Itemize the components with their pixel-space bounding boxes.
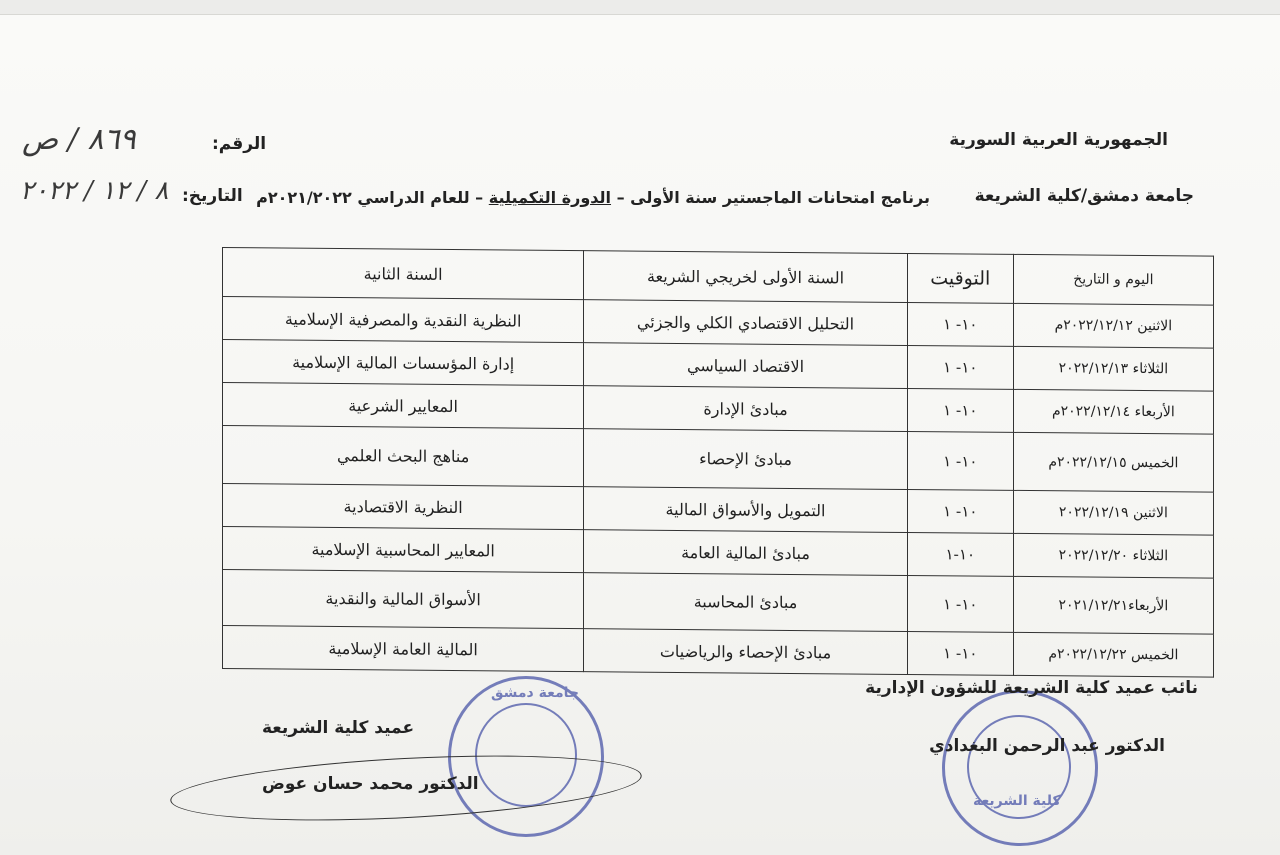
cell-first-year: مبادئ الإحصاء والرياضيات [584,629,908,675]
document-title [256,188,930,207]
cell-first-year: مبادئ المالية العامة [584,530,908,576]
cell-day: الخميس ٢٠٢٢/١٢/٢٢م [1013,632,1213,677]
table-header-row [223,248,1214,306]
cell-first-year: التمويل والأسواق المالية [584,487,908,533]
cell-day: الثلاثاء ٢٠٢٢/١٢/٢٠ [1013,533,1213,578]
exam-schedule-table [222,247,1214,678]
cell-day: الاثنين ٢٠٢٢/١٢/١٢م [1013,303,1213,348]
cell-time: ١٠- ١ [907,431,1013,490]
cell-first-year: الاقتصاد السياسي [584,343,908,389]
date-label: التاريخ: [182,186,243,206]
header-day: اليوم و التاريخ [1013,254,1213,305]
dean-title: عميد كلية الشريعة [262,718,415,738]
faculty-stamp-right [942,690,1098,846]
cell-second-year: المالية العامة الإسلامية [223,626,584,672]
deputy-dean-title: نائب عميد كلية الشريعة للشؤون الإدارية [865,678,1198,698]
page-top-edge [0,0,1280,15]
cell-first-year: التحليل الاقتصادي الكلي والجزئي [584,300,908,346]
title-part2: – للعام الدراسي ٢٠٢١/٢٠٢٢م [256,188,484,207]
cell-time: ١٠- ١ [907,388,1013,432]
cell-day: الخميس ٢٠٢٢/١٢/١٥م [1013,432,1213,492]
cell-second-year: الأسواق المالية والنقدية [223,570,584,629]
faculty-stamp-right-text: كلية الشريعة [973,793,1061,809]
cell-time: ١٠- ١ [907,302,1013,346]
cell-time: ١٠- ١ [907,575,1013,632]
header-first-year: السنة الأولى لخريجي الشريعة [584,251,908,303]
cell-time: ١٠- ١ [907,631,1013,675]
cell-second-year: النظرية الاقتصادية [223,484,584,530]
header-second-year: السنة الثانية [223,248,584,300]
dean-name: الدكتور محمد حسان عوض [262,774,479,794]
cell-second-year: مناهج البحث العلمي [223,426,584,487]
cell-first-year: مبادئ الإحصاء [584,429,908,490]
table-row [223,426,1214,493]
faculty-stamp-left-text: جامعة دمشق [491,685,579,701]
table-row [223,626,1214,678]
cell-first-year: مبادئ الإدارة [584,386,908,432]
date-value: ٨ / ١٢ / ٢٠٢٢ [20,176,169,206]
cell-day: الاثنين ٢٠٢٢/١٢/١٩ [1013,490,1213,535]
cell-day: الأربعاء ٢٠٢٢/١٢/١٤م [1013,389,1213,434]
cell-second-year: إدارة المؤسسات المالية الإسلامية [223,340,584,386]
cell-second-year: النظرية النقدية والمصرفية الإسلامية [223,297,584,343]
number-label: الرقم: [212,134,267,154]
title-underlined: الدورة التكميلية [488,188,612,207]
cell-time: ١٠- ١ [907,345,1013,389]
cell-second-year: المعايير الشرعية [223,383,584,429]
cell-second-year: المعايير المحاسبية الإسلامية [223,527,584,573]
cell-day: الأربعاء٢٠٢١/١٢/٢١ [1013,576,1213,634]
republic-header: الجمهورية العربية السورية [949,130,1168,150]
cell-time: ١٠- ١ [907,489,1013,533]
cell-day: الثلاثاء ٢٠٢٢/١٢/١٣ [1013,346,1213,391]
deputy-dean-name: الدكتور عبد الرحمن البغدادي [929,736,1165,756]
cell-first-year: مبادئ المحاسبة [584,573,908,632]
university-header: جامعة دمشق/كلية الشريعة [974,186,1194,206]
header-time: التوقيت [907,253,1013,303]
table-row [223,570,1214,635]
number-value: ٨٦٩ / ص [22,122,136,157]
title-part1: برنامج امتحانات الماجستير سنة الأولى – [616,188,930,207]
cell-time: ١٠-١ [907,532,1013,576]
